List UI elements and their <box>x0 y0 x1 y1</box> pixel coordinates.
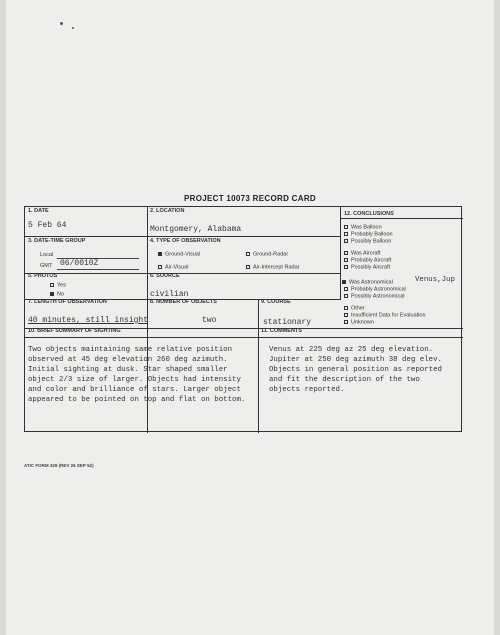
location-label: 2. LOCATION <box>150 208 185 214</box>
checkbox-checked <box>342 280 346 284</box>
dtg-local-label: Local <box>40 252 54 258</box>
summary-line: appeared to be pointed on top and flat on bottom. <box>28 396 246 404</box>
photos-label: 5. PHOTOS <box>28 273 58 279</box>
summary-line: object 2/3 size of larger. Objects had intensity <box>28 376 241 384</box>
num-objects-value: two <box>202 316 217 325</box>
length-value: 40 minutes, still insight <box>28 316 149 325</box>
summary-line: Initial sighting at dusk. Star shaped smaller <box>28 366 228 374</box>
checkbox <box>344 265 348 269</box>
concl-unknown: Unknown <box>344 320 374 326</box>
num-objects-label: 8. NUMBER OF OBJECTS <box>150 299 217 305</box>
date-label: 1. DATE <box>28 208 49 214</box>
summary-line: Two objects maintaining same relative position <box>28 346 233 354</box>
length-label: 7. LENGTH OF OBSERVATION <box>28 299 107 305</box>
obs-air-intercept: Air-Intercept Radar <box>246 265 299 271</box>
concl-poss-balloon: Possibly Balloon <box>344 239 391 245</box>
concl-insufficient: Insufficient Data for Evaluation <box>344 313 426 319</box>
obs-air-visual: Air-Visual <box>158 265 188 271</box>
location-value: Montgomery, Alabama <box>150 225 242 234</box>
comments-line: and fit the description of the two <box>269 376 420 384</box>
date-value: 5 Feb 64 <box>28 221 67 230</box>
checkbox <box>344 239 348 243</box>
checkbox <box>344 225 348 229</box>
checkbox <box>158 265 162 269</box>
comments-label: 11. COMMENTS <box>261 328 302 334</box>
checkbox <box>344 258 348 262</box>
comments-line: Objects in general position as reported <box>269 366 442 374</box>
comments-line: Jupiter at 250 deg azimuth 38 deg elev. <box>269 356 442 364</box>
obs-ground-visual: Ground-Visual <box>158 252 200 258</box>
concl-astro-typed: Venus,Jup <box>415 276 455 284</box>
obs-type-label: 4. TYPE OF OBSERVATION <box>150 238 221 244</box>
course-label: 9. COURSE <box>261 299 291 305</box>
summary-label: 10. BRIEF SUMMARY OF SIGHTING <box>28 328 121 334</box>
dtg-label: 3. DATE-TIME GROUP <box>28 238 86 244</box>
checkbox <box>50 283 54 287</box>
summary-line: and color and brilliance of stars. Larger object <box>28 386 241 394</box>
comments-text <box>269 345 442 395</box>
concl-was-balloon: Was Balloon <box>344 225 382 231</box>
photos-yes: Yes <box>50 283 66 289</box>
summary-line: observed at 45 deg elevation 260 deg azimuth. <box>28 356 228 364</box>
checkbox <box>344 306 348 310</box>
concl-poss-aircraft: Possibly Aircraft <box>344 265 390 271</box>
checkbox-checked <box>50 292 54 296</box>
checkbox-checked <box>158 252 162 256</box>
checkbox <box>344 287 348 291</box>
source-value: civilian <box>150 290 189 299</box>
scan-speck <box>60 22 63 25</box>
checkbox <box>344 251 348 255</box>
dtg-gmt-value: 06/0010Z <box>60 259 99 268</box>
concl-other: Other <box>344 306 365 312</box>
concl-was-astro: Was Astronomical <box>342 280 393 286</box>
checkbox <box>246 265 250 269</box>
scan-speck <box>72 27 74 29</box>
checkbox <box>246 252 250 256</box>
form-number: ATIC FORM 329 (REV 26 SEP 52) <box>24 463 94 468</box>
course-value: stationary <box>263 318 312 327</box>
obs-ground-radar: Ground-Radar <box>246 252 288 258</box>
comments-line: objects reported. <box>269 386 345 394</box>
comments-line: Venus at 225 deg az 25 deg elevation. <box>269 346 434 354</box>
concl-was-aircraft: Was Aircraft <box>344 251 380 257</box>
concl-prob-aircraft: Probably Aircraft <box>344 258 391 264</box>
source-label: 6. SOURCE <box>150 273 180 279</box>
concl-prob-balloon: Probably Balloon <box>344 232 393 238</box>
photos-no: No <box>50 292 64 298</box>
concl-prob-astro: Probably Astronomical <box>344 287 406 293</box>
conclusions-label: 12. CONCLUSIONS <box>344 211 394 217</box>
checkbox <box>344 294 348 298</box>
checkbox <box>344 232 348 236</box>
checkbox <box>344 320 348 324</box>
summary-text <box>28 345 245 405</box>
dtg-gmt-label: GMT <box>40 263 53 269</box>
checkbox <box>344 313 348 317</box>
concl-poss-astro: Possibly Astronomical <box>344 294 405 300</box>
card-title: PROJECT 10073 RECORD CARD <box>184 194 316 203</box>
